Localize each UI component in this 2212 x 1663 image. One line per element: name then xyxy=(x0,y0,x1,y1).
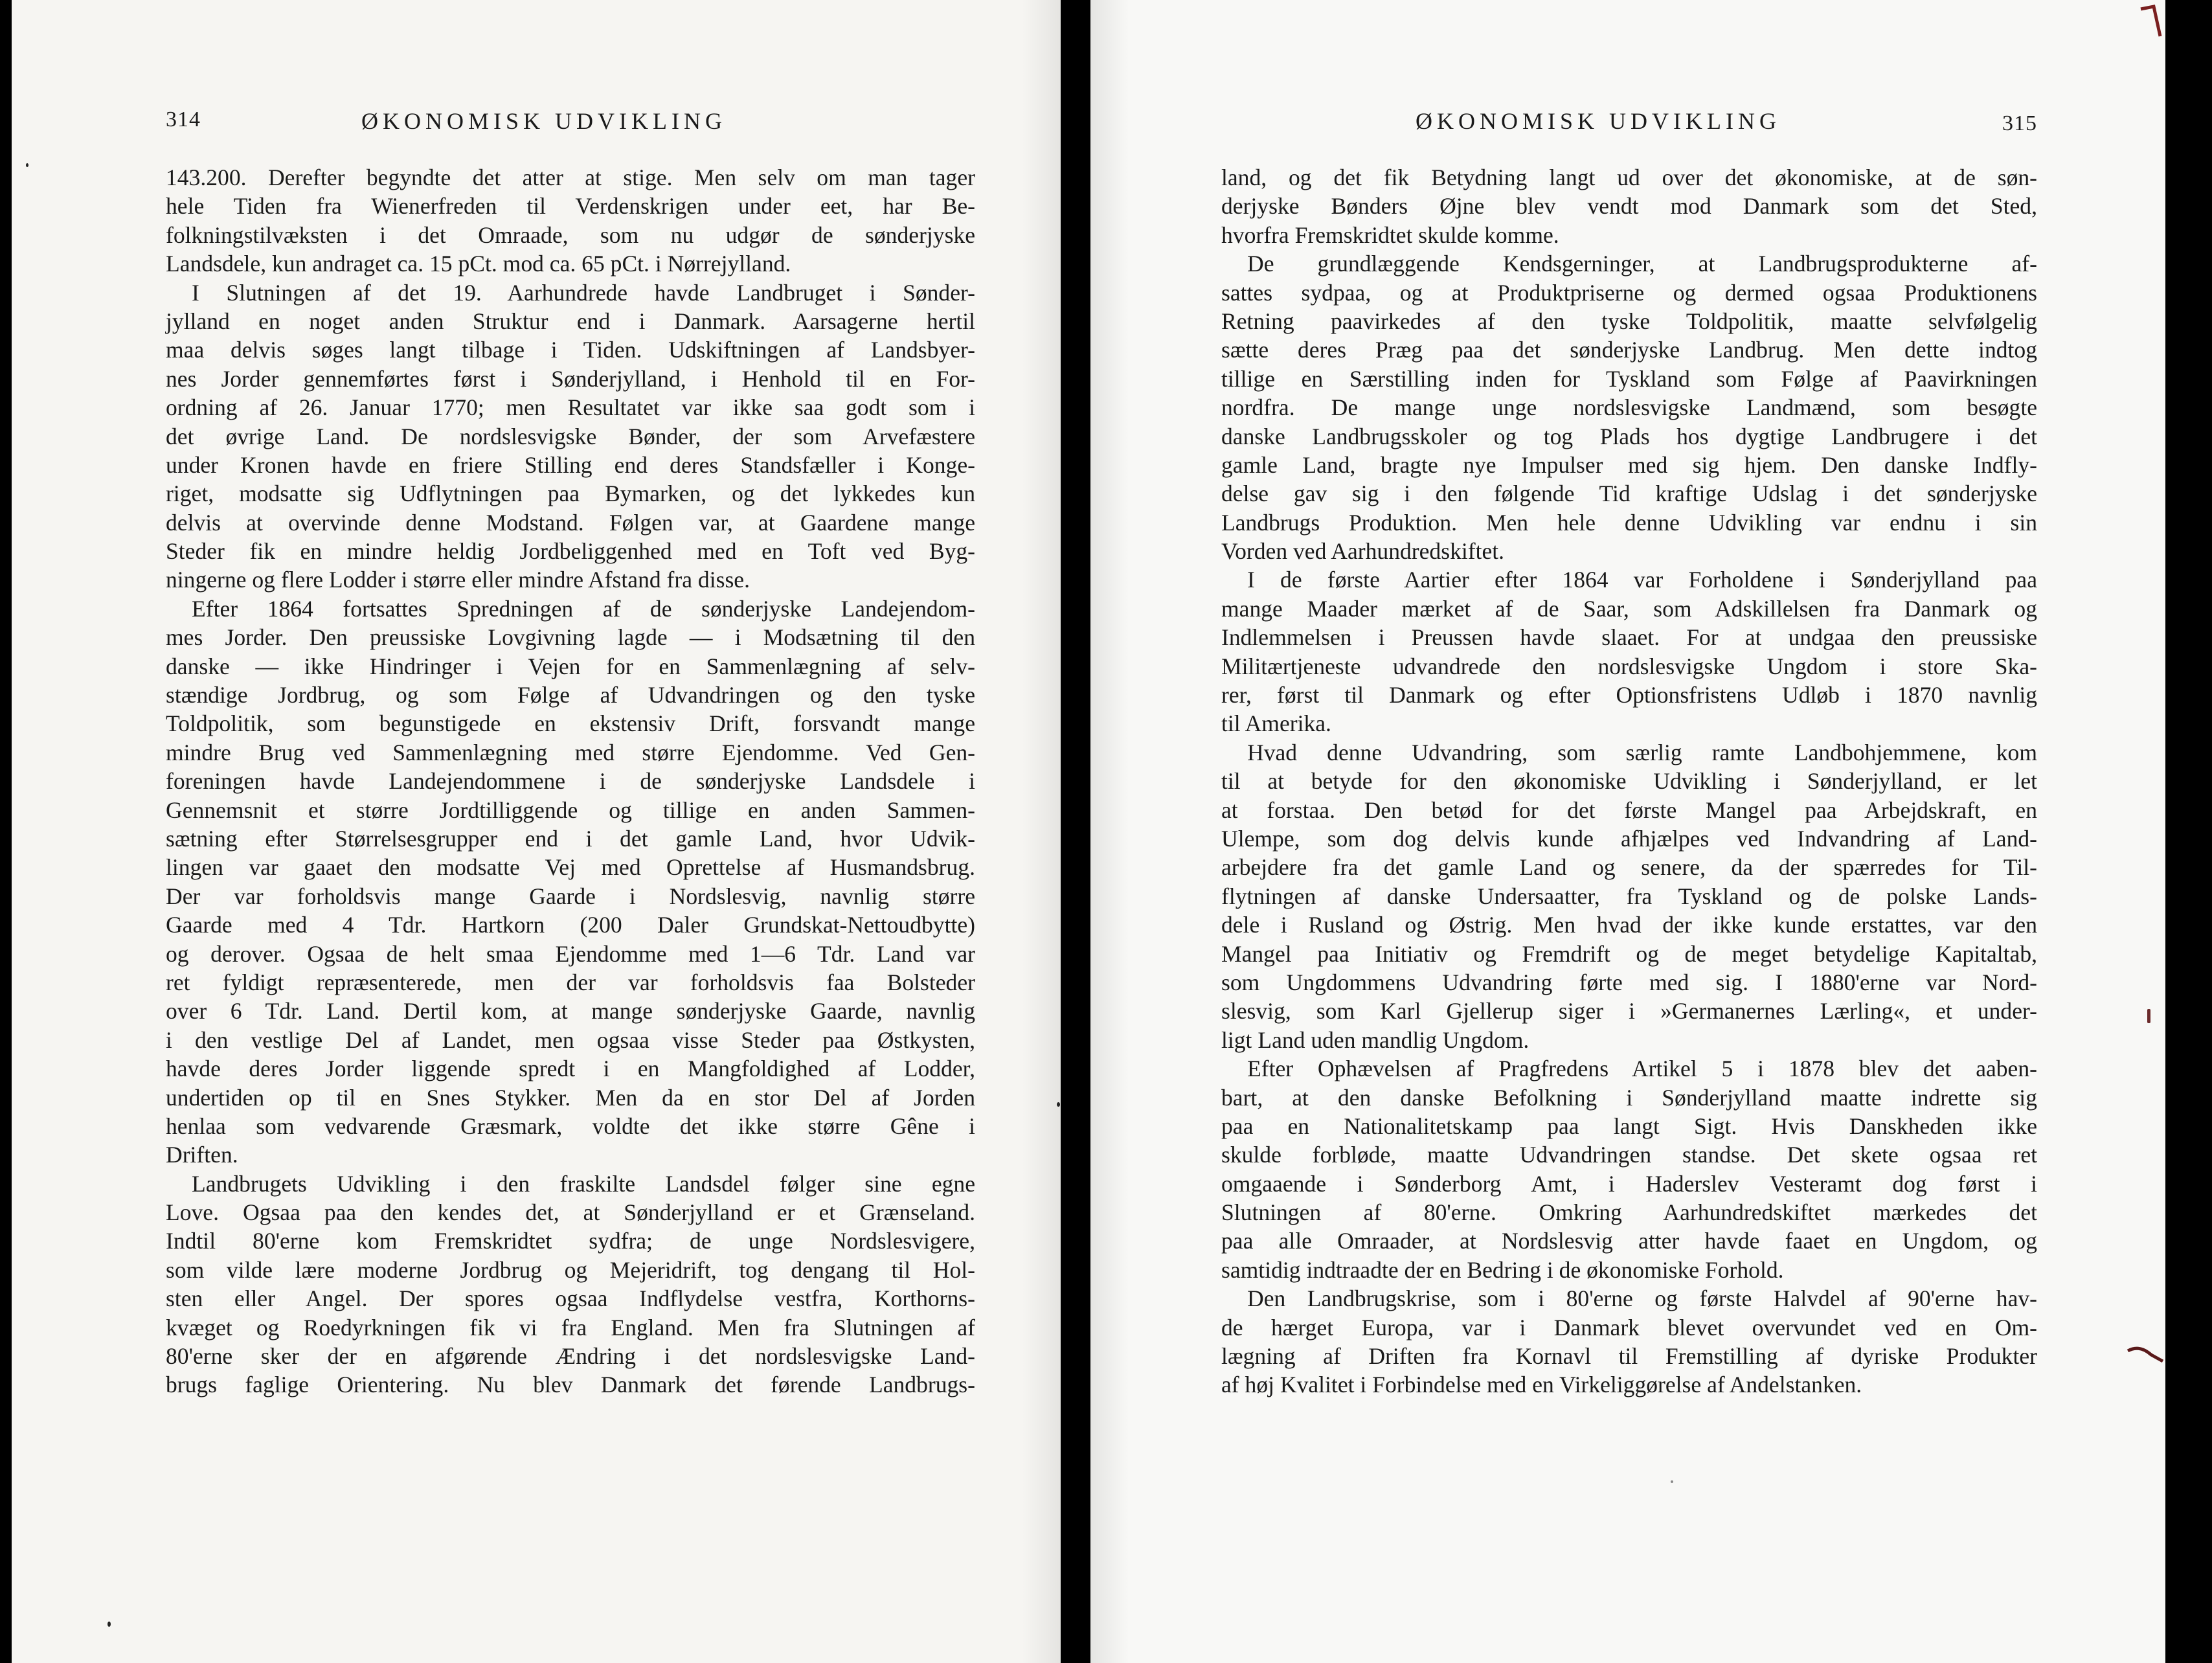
text-line: lægning af Driften fra Kornavl til Fremstilling af dyriske Produkter xyxy=(1221,1343,2037,1370)
page-number: 315 xyxy=(2002,111,2037,135)
text-line: rer, først til Danmark og efter Optionsfristens Udløb i 1870 navnlig xyxy=(1221,682,2037,708)
body-text xyxy=(166,163,975,1399)
text-line: folkningstilvæksten i det Omraade, som nu udgør de sønderjyske xyxy=(166,221,975,248)
text-line: mange Maader mærket af de Saar, som Adskillelsen fra Danmark og xyxy=(1221,595,2037,622)
text-line: delse gav sig i den følgende Tid kraftige Udslag i det sønderjyske xyxy=(1221,481,2037,507)
text-line: maa delvis søges langt tilbage i Tiden. Udskiftningen af Landsbyer- xyxy=(166,337,975,363)
text-line: Toldpolitik, som begunstigede en ekstensiv Drift, forsvandt mange xyxy=(166,710,975,737)
ink-stroke xyxy=(2128,1348,2163,1361)
spine-shadow xyxy=(1022,0,1061,1663)
text-line: kvæget og Roedyrkningen fik vi fra England. Men fra Slutningen af xyxy=(166,1314,975,1341)
text-line: Slutningen af 80'erne. Omkring Aarhundredskiftet mærkedes det xyxy=(1221,1199,2037,1226)
text-line: ordning af 26. Januar 1770; men Resultatet var ikke saa godt som i xyxy=(166,394,975,421)
paper-speck xyxy=(1671,1480,1673,1483)
text-line: brugs faglige Orientering. Nu blev Danmark det førende Landbrugs- xyxy=(166,1372,975,1398)
text-line: Indlemmelsen i Preussen havde slaaet. For at undgaa den preussiske xyxy=(1221,624,2037,651)
text-line: sætte deres Præg paa det sønderjyske Landbrug. Men dette indtog xyxy=(1221,337,2037,363)
text-line: sten eller Angel. Der spores ogsaa Indflydelse vestfra, Korthorns- xyxy=(166,1285,975,1312)
text-line: at forstaa. Den betød for det første Mangel paa Arbejdskraft, en xyxy=(1221,797,2037,823)
ink-stroke xyxy=(2141,6,2160,36)
running-title: ØKONOMISK UDVIKLING xyxy=(361,108,727,134)
text-line: foreningen havde Landejendommene i de sønderjyske Landsdele i xyxy=(166,768,975,795)
text-line: Landbrugs Produktion. Men hele denne Udvikling var endnu i sin xyxy=(1221,509,2037,536)
text-line: slesvig, som Karl Gjellerup siger i »Germanernes Lærling«, et under- xyxy=(1221,998,2037,1024)
text-line: Landbrugets Udvikling i den fraskilte Landsdel følger sine egne xyxy=(192,1170,975,1197)
text-line: Der var forholdsvis mange Gaarde i Nordslesvig, navnlig større xyxy=(166,883,975,909)
text-line: stændige Jordbrug, og som Følge af Udvandringen og den tyske xyxy=(166,682,975,708)
text-line: Steder fik en mindre heldig Jordbeliggenhed med en Toft ved Byg- xyxy=(166,538,975,565)
text-line: nes Jorder gennemførtes først i Sønderjylland, i Henhold til en For- xyxy=(166,365,975,392)
text-line: I Slutningen af det 19. Aarhundrede havde Landbruget i Sønder- xyxy=(192,279,975,306)
text-line: i den vestlige Del af Landet, men ogsaa visse Steder paa Østkysten, xyxy=(166,1026,975,1053)
text-line: som vilde lære moderne Jordbrug og Mejeridrift, tog dengang til Hol- xyxy=(166,1256,975,1283)
text-line: det øvrige Land. De nordslesvigske Bønder, der som Arvefæstere xyxy=(166,423,975,449)
text-line: Landsdele, kun andraget ca. 15 pCt. mod ca. 65 pCt. i Nørrejylland. xyxy=(166,251,791,277)
text-line: 143.200. Derefter begyndte det atter at stige. Men selv om man tager xyxy=(166,164,975,190)
text-line: Gaarde med 4 Tdr. Hartkorn (200 Daler Grundskat-Nettoudbytte) xyxy=(166,912,975,938)
body-text xyxy=(1221,163,2037,1399)
text-line: ret fyldigt repræsenterede, men der var forholdsvis faa Bolsteder xyxy=(166,969,975,995)
paper-speck xyxy=(1057,1102,1060,1107)
text-line: paa en Nationalitetskamp paa langt Sigt. Hvis Danskheden ikke xyxy=(1221,1113,2037,1139)
text-line: og derover. Ogsaa de helt smaa Ejendomme med 1—6 Tdr. Land var xyxy=(166,940,975,967)
text-line: Gennemsnit et større Jordtilliggende og tillige en anden Sammen- xyxy=(166,797,975,823)
text-line: sætning efter Størrelsesgrupper end i det gamle Land, hvor Udvik- xyxy=(166,825,975,852)
text-line: Driften. xyxy=(166,1142,238,1168)
text-line: land, og det fik Betydning langt ud over det økonomiske, at de søn- xyxy=(1221,164,2037,190)
text-line: til at betyde for den økonomiske Udvikling i Sønderjylland, er let xyxy=(1221,768,2037,795)
text-line: delvis at overvinde denne Modstand. Følgen var, at Gaardene mange xyxy=(166,509,975,536)
text-line: Mangel paa Initiativ og Fremdrift og de meget betydelige Kapitaltab, xyxy=(1221,940,2037,967)
text-line: mes Jorder. Den preussiske Lovgivning lagde — i Modsætning til den xyxy=(166,624,975,651)
text-line: Efter 1864 fortsattes Spredningen af de sønderjyske Landejendom- xyxy=(192,595,975,622)
text-line: I de første Aartier efter 1864 var Forholdene i Sønderjylland paa xyxy=(1247,567,2037,593)
text-line: sattes sydpaa, og at Produktpriserne og dermed ogsaa Produktionens xyxy=(1221,279,2037,306)
text-line: paa alle Omraader, at Nordslesvig atter havde faaet en Ungdom, og xyxy=(1221,1228,2037,1254)
text-line: af høj Kvalitet i Forbindelse med en Virkeliggørelse af Andelstanken. xyxy=(1221,1372,1862,1398)
paper-speck xyxy=(107,1622,111,1627)
text-line: Hvad denne Udvandring, som særlig ramte Landbohjemmene, kom xyxy=(1247,739,2037,765)
text-line: til Amerika. xyxy=(1221,710,1331,737)
text-line: Den Landbrugskrise, som i 80'erne og første Halvdel af 90'erne hav- xyxy=(1247,1285,2037,1312)
text-line: danske — ikke Hindringer i Vejen for en Sammenlægning af selv- xyxy=(166,653,975,679)
text-line: over 6 Tdr. Land. Dertil kom, at mange sønderjyske Gaarde, navnlig xyxy=(166,998,975,1024)
text-line: jylland en noget anden Struktur end i Danmark. Aarsagerne hertil xyxy=(166,308,975,334)
text-line: Vorden ved Aarhundredskiftet. xyxy=(1221,538,1505,565)
text-line: 80'erne sker der en afgørende Ændring i det nordslesvigske Land- xyxy=(166,1343,975,1370)
text-line: skulde forbløde, maatte Udvandringen standse. Det skete ogsaa ret xyxy=(1221,1142,2037,1168)
text-line: under Kronen havde en friere Stilling end deres Standsfæller i Konge- xyxy=(166,451,975,478)
text-line: arbejdere fra det gamle Land og senere, da der spærredes for Til- xyxy=(1221,854,2037,881)
text-line: undertiden op til en Snes Stykker. Men da en stor Del af Jorden xyxy=(166,1084,975,1111)
text-line: omgaaende i Sønderborg Amt, i Haderslev Vesteramt dog først i xyxy=(1221,1170,2037,1197)
text-line: gamle Land, bragte nye Impulser med sig hjem. Den danske Indfly- xyxy=(1221,451,2037,478)
paper-speck xyxy=(26,163,28,167)
text-line: danske Landbrugsskoler og tog Plads hos dygtige Landbrugere i det xyxy=(1221,423,2037,449)
text-line: Retning paavirkedes af den tyske Toldpolitik, maatte selvfølgelig xyxy=(1221,308,2037,334)
text-line: ligt Land uden mandlig Ungdom. xyxy=(1221,1026,1529,1053)
text-line: riget, modsatte sig Udflytningen paa Bymarken, og det lykkedes kun xyxy=(166,481,975,507)
running-title: ØKONOMISK UDVIKLING xyxy=(1416,108,1781,134)
text-line: Militærtjeneste udvandrede den nordslesvigske Ungdom i store Ska- xyxy=(1221,653,2037,679)
text-line: nordfra. De mange unge nordslesvigske Landmænd, som besøgte xyxy=(1221,394,2037,421)
text-line: bart, at den danske Befolkning i Sønderjylland maatte indrette sig xyxy=(1221,1084,2037,1111)
page-corner-mark xyxy=(2134,4,2165,43)
spine-shadow xyxy=(1090,0,1129,1663)
page-number: 314 xyxy=(166,107,201,131)
text-line: hele Tiden fra Wienerfreden til Verdenskrigen under eet, har Be- xyxy=(166,193,975,220)
text-line: derjyske Bønders Øjne blev vendt mod Danmark som det Sted, xyxy=(1221,193,2037,220)
text-line: de hærget Europa, var i Danmark blevet overvundet ved en Om- xyxy=(1221,1314,2037,1341)
text-line: De grundlæggende Kendsgerninger, at Landbrugsprodukterne af- xyxy=(1247,251,2037,277)
text-line: ningerne og flere Lodder i større eller mindre Afstand fra disse. xyxy=(166,567,750,593)
page-header xyxy=(166,104,975,142)
text-line: flytningen af danske Undersaatter, fra Tyskland og de polske Lands- xyxy=(1221,883,2037,909)
text-line: henlaa som vedvarende Græsmark, voldte det ikke større Gêne i xyxy=(166,1113,975,1139)
text-line: Efter Ophævelsen af Pragfredens Artikel 5 i 1878 blev det aaben- xyxy=(1247,1056,2037,1082)
right-page xyxy=(1090,0,2165,1663)
left-page xyxy=(12,0,1061,1663)
text-line: lingen var gaaet den modsatte Vej med Oprettelse af Husmandsbrug. xyxy=(166,854,975,881)
text-line: samtidig indtraadte der en Bedring i de økonomiske Forhold. xyxy=(1221,1256,1784,1283)
page-header xyxy=(1221,104,2037,142)
text-line: havde deres Jorder liggende spredt i en Mangfoldighed af Lodder, xyxy=(166,1056,975,1082)
text-line: Love. Ogsaa paa den kendes det, at Sønderjylland er et Grænseland. xyxy=(166,1199,975,1226)
text-line: Indtil 80'erne kom Fremskridtet sydfra; de unge Nordslesvigere, xyxy=(166,1228,975,1254)
text-line: tillige en Særstilling inden for Tyskland som Følge af Paavirkningen xyxy=(1221,365,2037,392)
text-line: som Ungdommens Udvandring førte med sig. I 1880'erne var Nord- xyxy=(1221,969,2037,995)
text-line: mindre Brug ved Sammenlægning med større Ejendomme. Ved Gen- xyxy=(166,739,975,765)
text-line: hvorfra Fremskridtet skulde komme. xyxy=(1221,221,1559,248)
text-line: dele i Rusland og Østrig. Men hvad der ikke kunde erstattes, var den xyxy=(1221,912,2037,938)
text-line: Ulempe, som dog delvis kunde afhjælpes ved Indvandring af Land- xyxy=(1221,825,2037,852)
paper-speck xyxy=(2147,1009,2150,1023)
page-edge-mark xyxy=(2127,1342,2165,1368)
